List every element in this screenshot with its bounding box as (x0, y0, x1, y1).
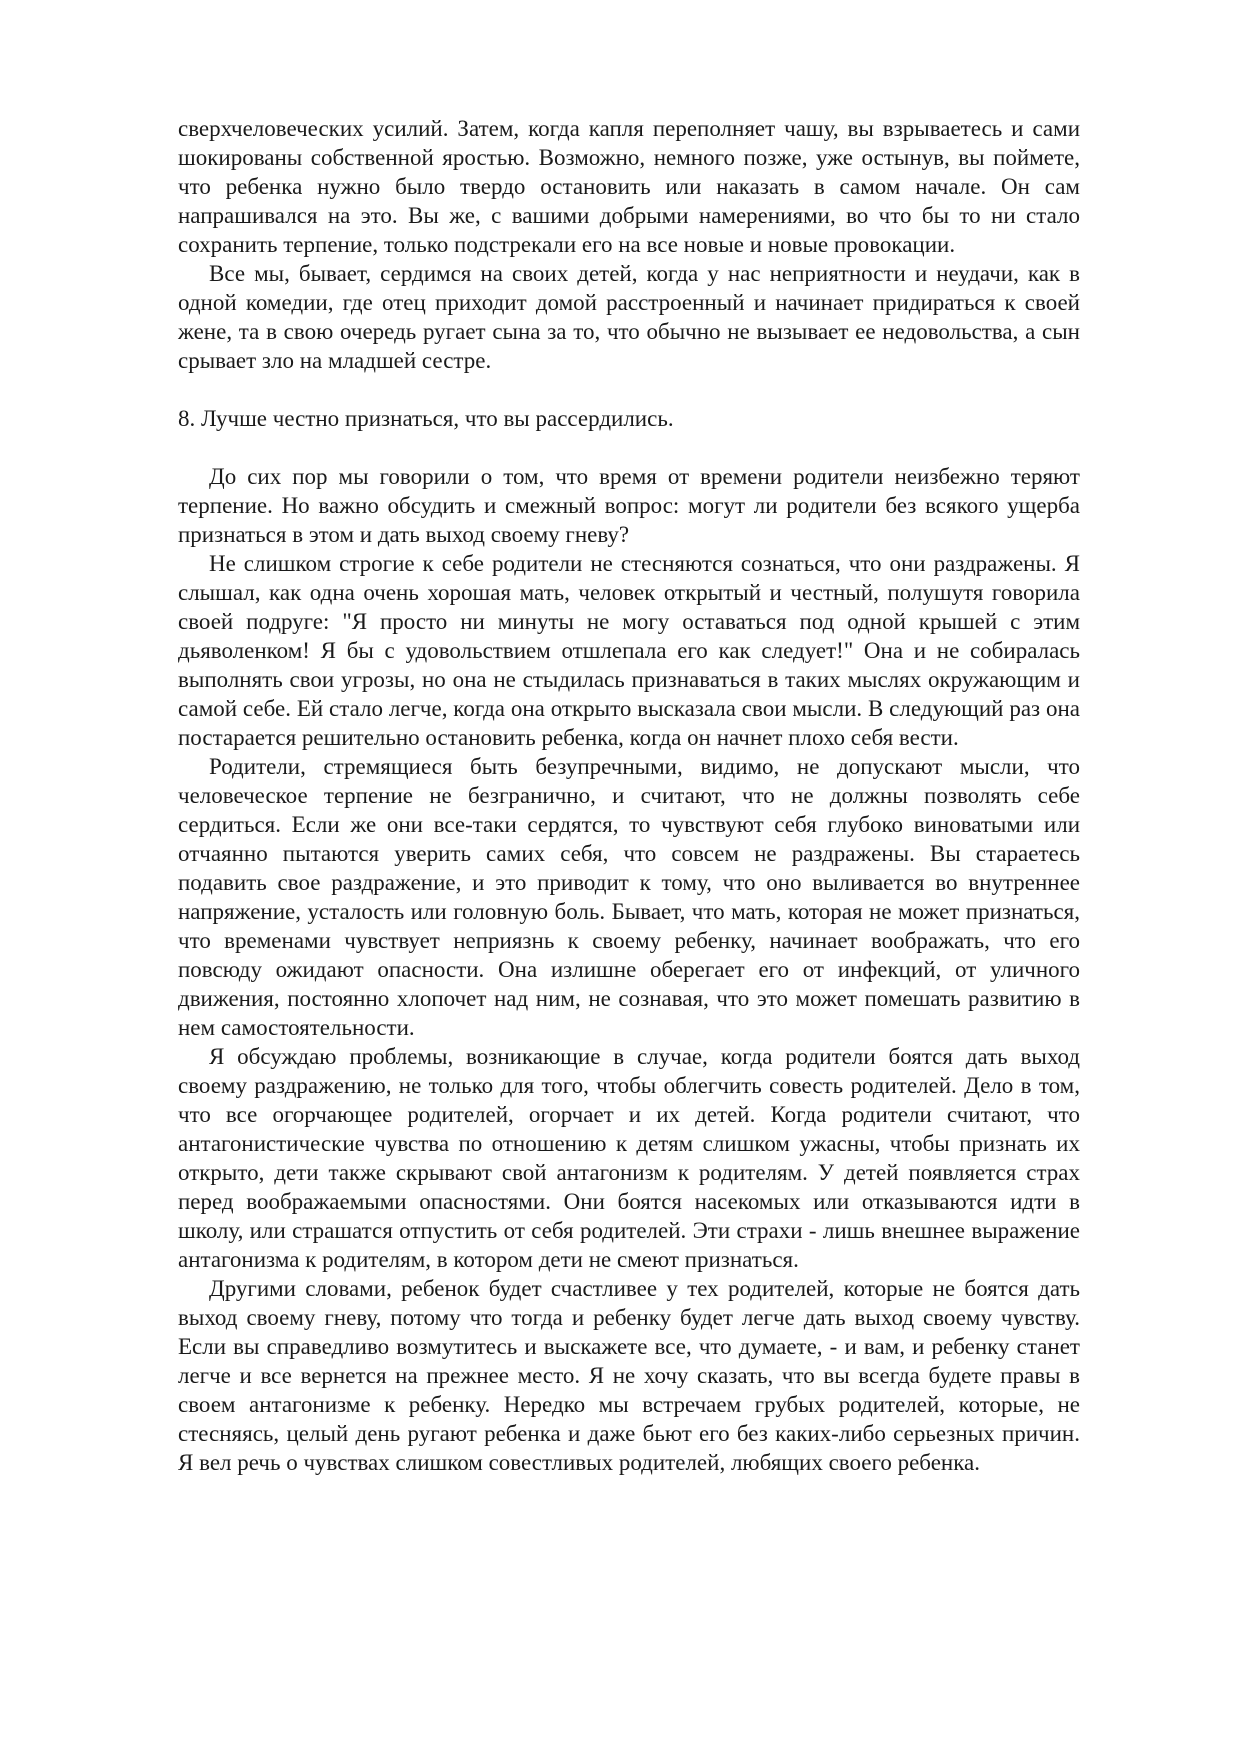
paragraph-6: Я обсуждаю проблемы, возникающие в случае, когда родители боятся дать выход своему раздражению, не только для того, чтобы облегчить совесть родителей. Дело в том, что все огорчающее родителей, огорчает и их детей. Когда родители считают, что антагонистические чувства по отношению к детям слишком ужасны, чтобы признать их открыто, дети также скрывают свой антагонизм к родителям. У детей появляется страх перед воображаемыми опасностями. Они боятся насекомых или отказываются идти в школу, или страшатся отпустить от себя родителей. Эти страхи - лишь внешнее выражение антагонизма к родителям, в котором дети не смеют признаться. (178, 1044, 1080, 1272)
paragraph-1: сверхчеловеческих усилий. Затем, когда капля переполняет чашу, вы взрываетесь и сами шокированы собственной яростью. Возможно, немного позже, уже остынув, вы поймете, что ребенка нужно было твердо остановить или наказать в самом начале. Он сам напрашивался на это. Вы же, с вашими добрыми намерениями, во что бы то ни стало сохранить терпение, только подстрекали его на все новые и новые провокации. (178, 116, 1080, 257)
paragraph-5: Родители, стремящиеся быть безупречными, видимо, не допускают мысли, что человеческое терпение не безгранично, и считают, что не должны позволять себе сердиться. Если же они все-таки сердятся, то чувствуют себя глубоко виноватыми или отчаянно пытаются уверить самих себя, что совсем не раздражены. Вы стараетесь подавить свое раздражение, и это приводит к тому, что оно выливается во внутреннее напряжение, усталость или головную боль. Бывает, что мать, которая не может признаться, что временами чувствует неприязнь к своему ребенку, начинает воображать, что его повсюду ожидают опасности. Она излишне оберегает его от инфекций, от уличного движения, постоянно хлопочет над ним, не сознавая, что это может помешать развитию в нем самостоятельности. (178, 754, 1080, 1040)
paragraph-4: Не слишком строгие к себе родители не стесняются сознаться, что они раздражены. Я слышал, как одна очень хорошая мать, человек открытый и честный, полушутя говорила своей подруге: "Я просто ни минуты не могу оставаться под одной крышей с этим дьяволенком! Я бы с удовольствием отшлепала его как следует!" Она и не собиралась выполнять свои угрозы, но она не стыдилась признаваться в таких мыслях окружающим и самой себе. Ей стало легче, когда она открыто высказала свои мысли. В следующий раз она постарается решительно остановить ребенка, когда он начнет плохо себя вести. (178, 551, 1080, 750)
document-page (178, 114, 1080, 1477)
paragraph-7: Другими словами, ребенок будет счастливее у тех родителей, которые не боятся дать выход своему гневу, потому что тогда и ребенку будет легче дать выход своему чувству. Если вы справедливо возмутитесь и выскажете все, что думаете, - и вам, и ребенку станет легче и все вернется на прежнее место. Я не хочу сказать, что вы всегда будете правы в своем антагонизме к ребенку. Нередко мы встречаем грубых родителей, которые, не стесняясь, целый день ругают ребенка и даже бьют его без каких-либо серьезных причин. Я вел речь о чувствах слишком совестливых родителей, любящих своего ребенка. (178, 1276, 1080, 1475)
paragraph-3: До сих пор мы говорили о том, что время от времени родители неизбежно теряют терпение. Но важно обсудить и смежный вопрос: могут ли родители без всякого ущерба признаться в этом и дать выход своему гневу? (178, 464, 1080, 547)
section-heading: 8. Лучше честно признаться, что вы рассердились. (178, 406, 674, 431)
paragraph-2: Все мы, бывает, сердимся на своих детей, когда у нас неприятности и неудачи, как в одной комедии, где отец приходит домой расстроенный и начинает придираться к своей жене, та в свою очередь ругает сына за то, что обычно не вызывает ее недовольства, а сын срывает зло на младшей сестре. (178, 261, 1080, 373)
